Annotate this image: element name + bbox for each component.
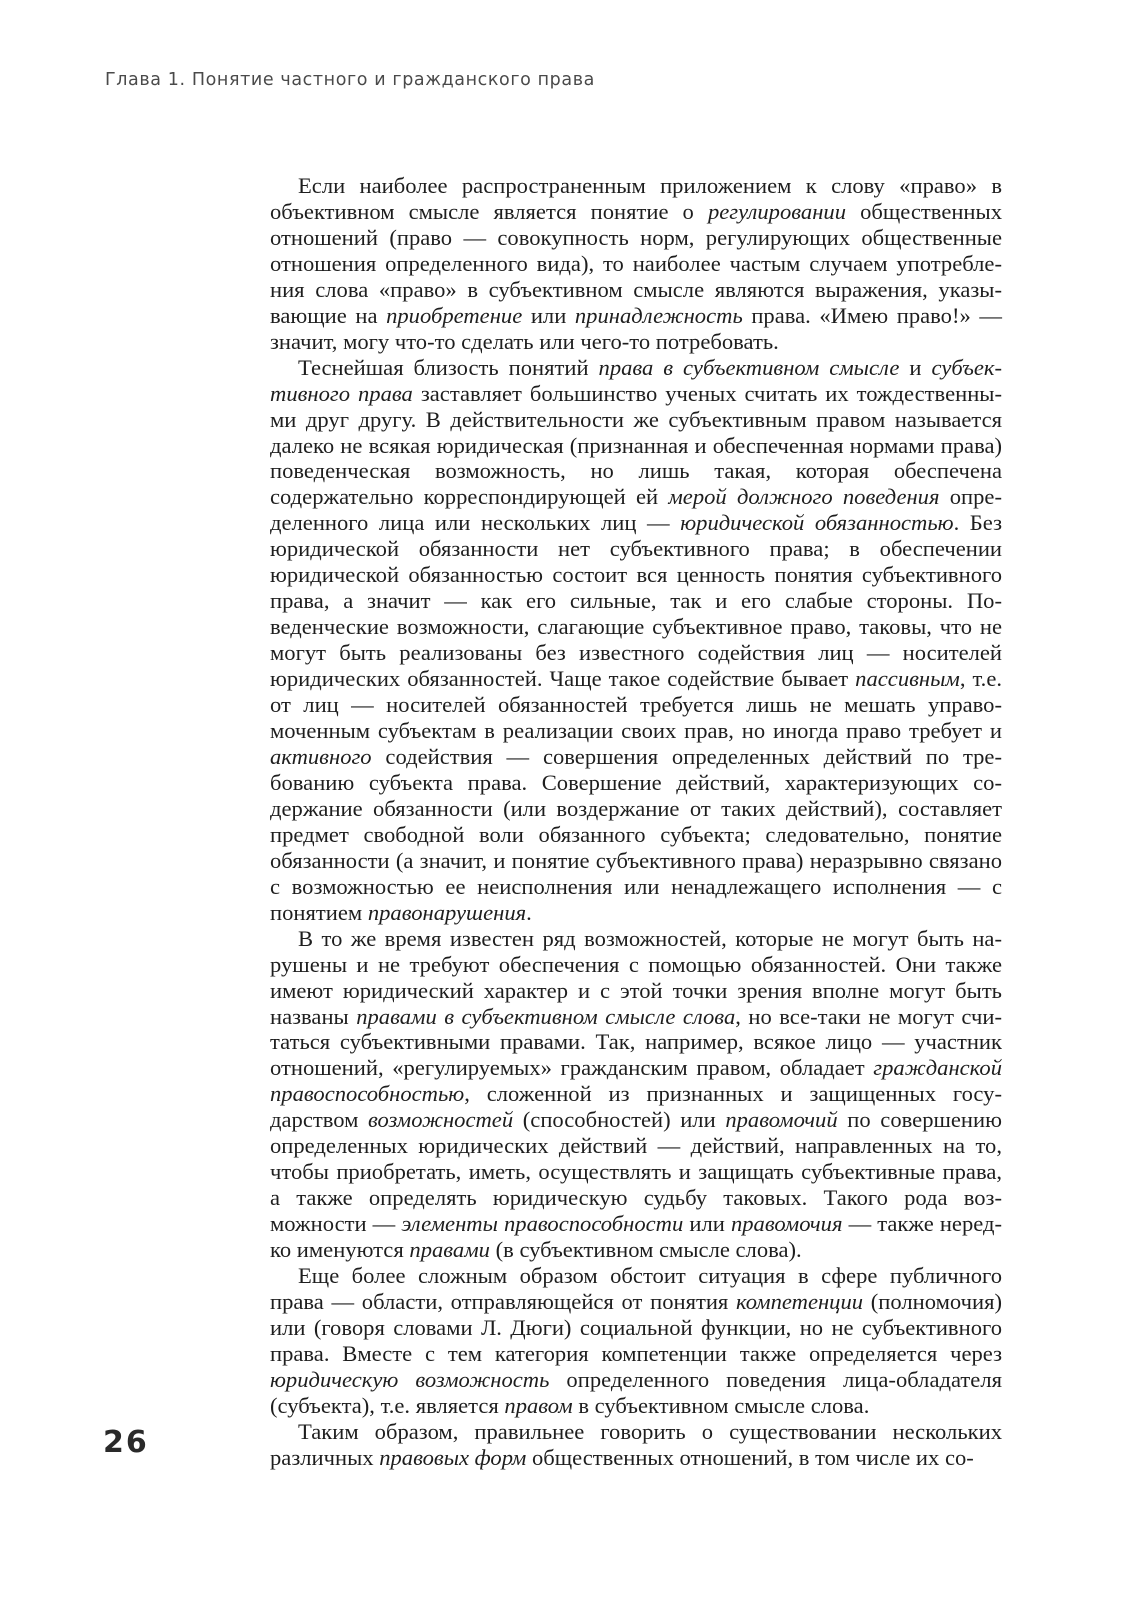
italic-run: правомочия [730,1211,843,1237]
text-run: общественных отношений, в том числе их со- [526,1444,974,1470]
text-run: заставляет большинство ученых считать их тождественными друг другу. В действительности же субъективным правом называется далеко не всякая юридическая (признанная и обеспеченная нормами права) поведенческая возможность, но лишь такая, которая обеспечена содержательно корреспондирующей ей [270,380,1002,510]
italic-run: приобретение [386,302,523,328]
text-run: содействия — совершения определенных действий по требованию субъекта права. Совершение действий, характеризующих содержание обязанности (или воздержание от таких действий), составляет предмет свободной воли обязанного субъекта; следовательно, понятие обязанности (а значит, и понятие субъективного права) неразрывно связано с возможностью ее неисполнения или ненадлежащего исполнения — с понятием [270,743,1002,925]
italic-run: пассивным [855,666,960,692]
text-run: В то же время известен ряд возможностей, которые не могут быть нарушены и не требуют обеспечения с помощью обязанностей. Они также имеют юридический характер и с этой точки зрения вполне могут быть названы [270,925,1002,1029]
italic-run: правами в субъективном смысле слова [356,1003,736,1029]
italic-run: принадлежность [574,302,743,328]
italic-run: возможностей [368,1107,514,1133]
text-run: по совершению определенных юридических действий — действий, направленных на то, чтобы приобретать, иметь, осуществлять и защищать субъективные права, а также определять юридическую судьбу таковых. Такого рода возможности — [270,1107,1002,1237]
italic-run: мерой должного поведения [668,484,940,510]
italic-run: правонарушения [367,899,527,925]
text-run: . Без юридической обязанности нет субъективного права; в обеспечении юридической обязанностью состоит вся ценность понятия субъективного права, а значит — как его сильные, так и его слабые стороны. Поведенческие возможности, слагающие субъективное право, таковы, что не могут быть реализованы без известного содействия лиц — носителей юридических обязанностей. Чаще такое содействие бывает [270,510,1003,692]
italic-run: компетенции [736,1288,864,1314]
paragraph-1 [270,173,1002,355]
text-run: определенного поведения лица-обладателя (субъекта), т.е. является [270,1366,1002,1418]
text-run: Теснейшая близость понятий [298,354,599,380]
italic-run: субъективного права [270,354,1003,406]
text-run: (в субъективном смысле слова). [489,1237,802,1263]
text-run: права. «Имею право!» — значит, могу что-то сделать или чего-то потребовать. [270,302,1002,354]
running-header: Глава 1. Понятие частного и гражданского права [105,70,595,90]
italic-run: активного [270,743,372,769]
italic-run: правовых форм [379,1444,527,1470]
italic-run: правомочий [725,1107,838,1133]
text-run: , т.е. от лиц — носителей обязанностей требуется лишь не мешать управомоченным субъектам в реализации своих прав, но иногда право требует и [270,666,1003,744]
italic-run: гражданской правоспособностью [270,1055,1002,1107]
text-run: (полномочия) или (говоря словами Л. Дюги) социальной функции, но не субъективного права. Вместе с тем категория компетенции также определяется через [270,1288,1003,1366]
text-run: определенного лица или нескольких лиц — [270,484,1002,536]
italic-run: правом [504,1392,573,1418]
text-run: , но все-таки не могут считаться субъективными правами. Так, например, всякое лицо — участник отношений, «регулируемых» гражданским правом, обладает [270,1003,1002,1081]
text-run: Таким образом, правильнее говорить о существовании нескольких различных [270,1418,1002,1470]
text-run: в субъективном смысле слова. [572,1392,870,1418]
text-run: или [522,302,575,328]
text-run: (способностей) или [513,1107,726,1133]
italic-run: права в субъективном смысле [598,354,900,380]
italic-run: регулировании [707,198,847,224]
paragraph-4 [270,1263,1002,1419]
text-run: — также нередко именуются [270,1211,1002,1263]
text-run: и [899,354,932,380]
text-run: Если наиболее распространенным приложением к слову «право» в объективном смысле является понятие о [270,173,1002,224]
text-run: . [526,899,532,925]
text-run: , сложенной из признанных и защищенных государством [270,1081,1002,1133]
italic-run: юридической обязанностью [680,510,954,536]
text-run: Еще более сложным образом обстоит ситуация в сфере публичного права — области, отправляющейся от понятия [270,1263,1002,1314]
page-number: 26 [103,1425,149,1460]
paragraph-5 [270,1419,1002,1471]
text-run: общественных отношений (право — совокупность норм, регулирующих общественные отношения определенного вида), то наиболее частым случаем употребления слова «право» в субъективном смысле являются выражения, указывающие на [270,198,1003,328]
text-run: или [683,1211,731,1237]
italic-run: элементы правоспособности [401,1211,684,1237]
body-text [270,173,1002,1471]
italic-run: правами [409,1237,490,1263]
italic-run: юридическую возможность [270,1366,550,1392]
paragraph-3 [270,926,1002,1263]
paragraph-2 [270,355,1002,926]
